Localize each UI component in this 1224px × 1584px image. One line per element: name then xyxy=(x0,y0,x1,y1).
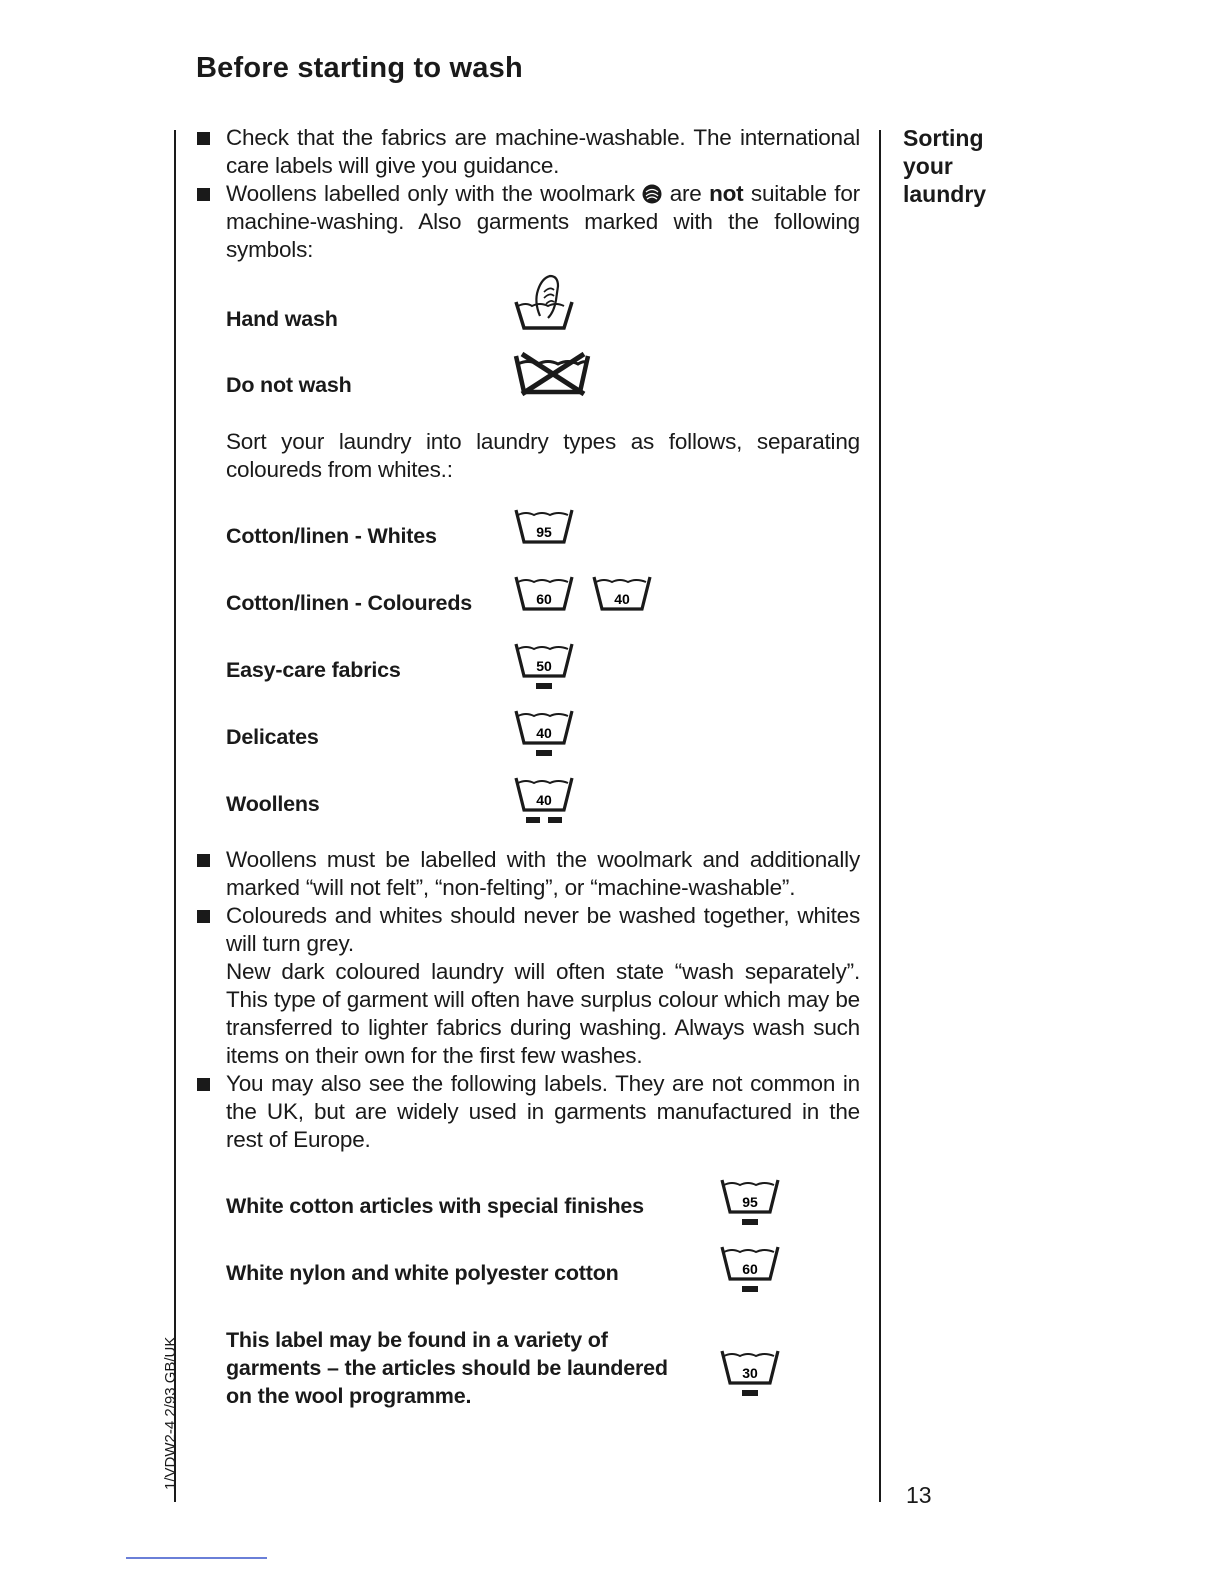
wash-tub-gentle-icon xyxy=(718,1243,784,1297)
wash-temp: 40 xyxy=(536,792,552,808)
side-heading xyxy=(903,124,986,208)
wash-tub-gentle-icon xyxy=(514,707,576,761)
laundry-type-label: Cotton/linen - Coloureds xyxy=(226,591,473,615)
bullet-european-labels: You may also see the following labels. They are not common in the UK, but are widely used in garments manufactured in the rest of Europe. xyxy=(226,1071,860,1152)
bullet-marker xyxy=(197,1078,210,1091)
wash-tub-icon xyxy=(514,573,576,613)
do-not-wash-icon xyxy=(512,350,592,396)
bullet-marker xyxy=(197,132,210,145)
wash-tub-gentle-icon xyxy=(718,1347,784,1401)
right-margin-rule xyxy=(879,130,881,1502)
sort-intro-text: Sort your laundry into laundry types as follows, separating coloureds from whites.: xyxy=(226,429,860,482)
label-line: on the wool programme. xyxy=(226,1384,472,1408)
wash-temp: 40 xyxy=(536,725,552,741)
wash-temp: 30 xyxy=(742,1365,758,1381)
bullet-marker xyxy=(197,910,210,923)
new-dark-laundry-text: New dark coloured laundry will often state “wash separately”. This type of garment will often have surplus colour which may be transferred to lighter fabrics during washing. Always wash such items on their own for the first few washes. xyxy=(226,959,860,1068)
wash-tub-wool-icon xyxy=(514,774,576,828)
woolmark-icon xyxy=(642,183,662,203)
woollens-text-end: suitable for machine-washing. Also garments marked with the following symbols: xyxy=(226,181,860,262)
wash-temp: 95 xyxy=(742,1194,758,1210)
wash-temp: 50 xyxy=(536,658,552,674)
wash-tub-gentle-icon xyxy=(718,1176,784,1230)
european-label-text: White nylon and white polyester cotton xyxy=(226,1261,619,1285)
side-heading-line: Sorting xyxy=(903,125,984,151)
bullet-woolmark-required: Woollens must be labelled with the woolmark and additionally marked “will not felt”, “non-felting”, or “machine-washable”. xyxy=(226,847,860,900)
document-code: 1/VDW2-4 2/93 GB/UK xyxy=(162,1336,179,1490)
do-not-wash-label: Do not wash xyxy=(226,373,352,397)
side-heading-line: your xyxy=(903,153,953,179)
wash-temp: 95 xyxy=(536,524,552,540)
wash-temp: 60 xyxy=(536,591,552,607)
wash-tub-icon xyxy=(592,573,654,613)
wash-tub-icon xyxy=(514,506,576,546)
bullet-check-fabrics: Check that the fabrics are machine-washable. The international care labels will give you guidance. xyxy=(226,125,860,178)
wash-tub-gentle-icon xyxy=(514,640,576,694)
wash-temp: 60 xyxy=(742,1261,758,1277)
page-number: 13 xyxy=(906,1482,932,1508)
laundry-type-label: Delicates xyxy=(226,725,319,749)
label-line: This label may be found in a variety of xyxy=(226,1328,608,1352)
side-heading-line: laundry xyxy=(903,181,987,207)
laundry-type-label: Easy-care fabrics xyxy=(226,658,401,682)
page-title: Before starting to wash xyxy=(196,52,523,84)
bullet-woollens-woolmark xyxy=(226,180,860,264)
bullet-marker xyxy=(197,188,210,201)
hand-wash-label: Hand wash xyxy=(226,307,338,331)
woollens-text-mid: are xyxy=(669,181,702,206)
footer-line xyxy=(126,1557,267,1559)
wash-temp: 40 xyxy=(614,591,630,607)
left-margin-rule xyxy=(174,130,176,1502)
european-label-text: White cotton articles with special finishes xyxy=(226,1194,644,1218)
woollens-text-not: not xyxy=(709,181,744,206)
bullet-coloureds-whites: Coloureds and whites should never be washed together, whites will turn grey. xyxy=(226,903,860,956)
european-label-text xyxy=(226,1326,668,1410)
laundry-type-label: Woollens xyxy=(226,792,320,816)
hand-wash-icon xyxy=(514,272,576,332)
label-line: garments – the articles should be laundered xyxy=(226,1356,668,1380)
laundry-type-label: Cotton/linen - Whites xyxy=(226,524,437,548)
woollens-text-start: Woollens labelled only with the woolmark xyxy=(226,181,635,206)
bullet-marker xyxy=(197,854,210,867)
